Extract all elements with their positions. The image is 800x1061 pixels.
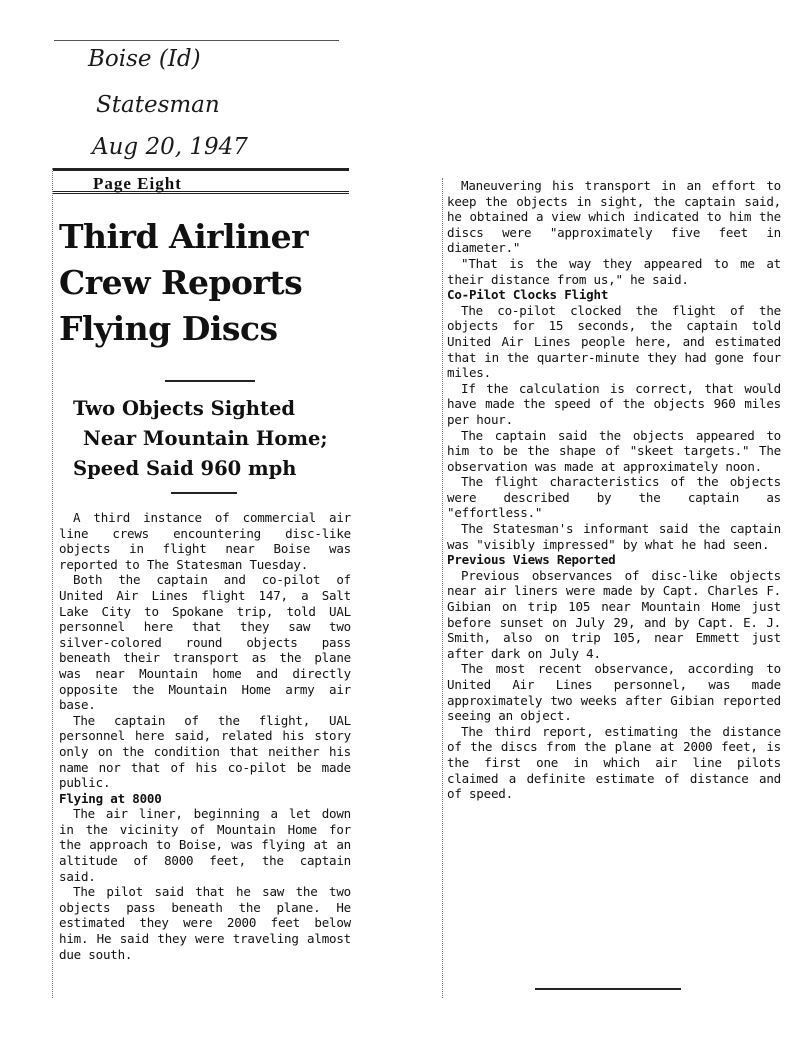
article-body-right (447, 178, 781, 802)
paragraph: A third instance of commercial air line crews encountering disc-like objects in flight near Boise was reported to The Statesman Tuesday. (59, 510, 351, 572)
paragraph: The air liner, beginning a let down in the vicinity of Mountain Home for the approach to Boise, was flying at an altitude of 8000 feet, the captain said. (59, 806, 351, 884)
subhead (73, 394, 353, 484)
headline (59, 214, 349, 352)
paragraph: Maneuvering his transport in an effort to keep the objects in sight, the captain said, he obtained a view which indicated to him the discs were "approximately five feet in diameter." (447, 178, 781, 256)
handwritten-source: Boise (Id) (88, 46, 201, 72)
section-subhead: Flying at 8000 (59, 790, 162, 806)
paragraph: Previous observances of disc-like objects near air liners were made by Capt. Charles F. Gibian on trip 105 near Mountain Home just before sunset on July 29, and by Capt. E. J. Smith, also on trip 105, near Emmett just after dark on July 4. (447, 567, 781, 661)
paragraph: The flight characteristics of the objects were described by the captain as "effortless." (447, 474, 781, 521)
end-rule (535, 988, 681, 990)
subhead-rule (171, 492, 237, 494)
paragraph: If the calculation is correct, that would have made the speed of the objects 960 miles per hour. (447, 380, 781, 427)
left-column (52, 168, 353, 998)
paragraph: The captain said the objects appeared to him to be the shape of "skeet targets." The observation was made at approximately noon. (447, 427, 781, 474)
subhead-line: Two Objects Sighted (73, 397, 296, 420)
right-column (442, 178, 781, 998)
top-divider (54, 40, 339, 41)
section-subhead: Previous Views Reported (447, 552, 616, 568)
article-body-left (59, 510, 351, 962)
headline-line: Crew Reports (59, 263, 303, 302)
headline-line: Third Airliner (59, 217, 309, 256)
paragraph: The co-pilot clocked the flight of the objects for 15 seconds, the captain told United Air Lines people here, and estimated that in the quarter-minute they had gone four miles. (447, 302, 781, 381)
paragraph: The third report, estimating the distance of the discs from the plane at 2000 feet, is the first one in which air line pilots claimed a definite estimate of distance and of speed. (447, 723, 781, 802)
subhead-line: Speed Said 960 mph (73, 457, 297, 480)
paragraph: "That is the way they appeared to me at their distance from us," he said. (447, 255, 781, 287)
paragraph: Both the captain and co-pilot of United Air Lines flight 147, a Salt Lake City to Spokane trip, told UAL personnel here that they saw two silver-colored round objects pass beneath their transport as the plane was near Mountain home and directly opposite the Mountain Home army air base. (59, 572, 351, 713)
handwritten-date: Aug 20, 1947 (92, 134, 248, 160)
headline-line: Flying Discs (59, 309, 278, 348)
headline-rule (165, 380, 255, 382)
section-subhead: Co-Pilot Clocks Flight (447, 287, 609, 303)
paragraph: The Statesman's informant said the captain was "visibly impressed" by what he had seen. (447, 521, 781, 552)
subhead-line: Near Mountain Home; (83, 427, 328, 450)
paragraph: The pilot said that he saw the two objects pass beneath the plane. He estimated they were 2000 feet below him. He said they were traveling almost due south. (59, 884, 351, 962)
paragraph: The most recent observance, according to United Air Lines personnel, was made approximately two weeks after Gibian reported seeing an object. (447, 661, 781, 724)
handwritten-publication: Statesman (96, 92, 220, 118)
page-label: Page Eight (53, 168, 349, 194)
paragraph: The captain of the flight, UAL personnel here said, related his story only on the condition that neither his name nor that of his co-pilot be made public. (59, 712, 351, 791)
